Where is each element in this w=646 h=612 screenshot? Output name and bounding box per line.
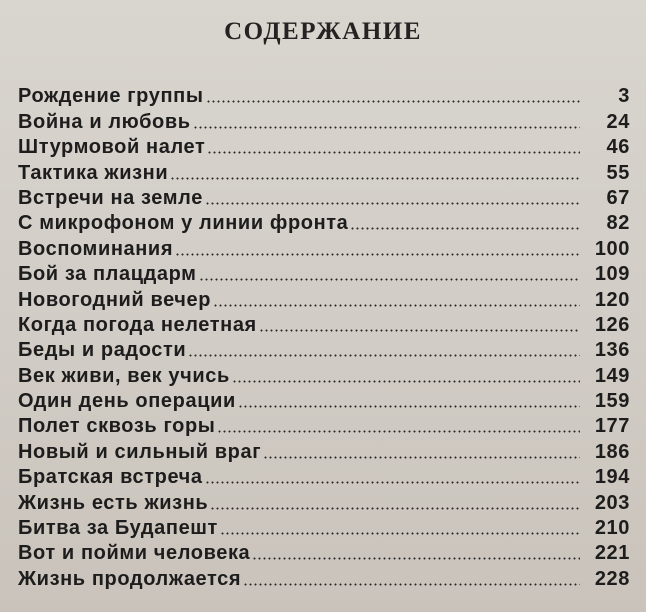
dot-leader — [205, 202, 580, 205]
page-title: СОДЕРЖАНИЕ — [224, 18, 422, 45]
toc-entry — [18, 82, 630, 107]
dot-leader — [207, 151, 580, 154]
toc-entry-page: 3 — [618, 85, 630, 108]
toc-entry-title: Жизнь продолжается — [18, 567, 242, 590]
toc-entry-title: Новогодний вечер — [18, 288, 212, 311]
dot-leader — [188, 354, 580, 357]
toc-entry-page: 221 — [594, 542, 630, 565]
toc-entry — [18, 133, 630, 158]
toc-entry-title: Один день операции — [18, 390, 236, 413]
dot-leader — [252, 557, 580, 560]
toc-entry-title: Бой за плацдарм — [18, 263, 197, 286]
toc-entry — [18, 336, 630, 361]
toc-entry-title: Вот и пойми человека — [18, 542, 251, 565]
dot-leader — [175, 253, 580, 256]
toc-entry-title: Штурмовой налет — [18, 136, 206, 159]
toc-entry — [18, 412, 630, 437]
dot-leader — [350, 227, 580, 230]
toc-entry-page: 100 — [594, 237, 630, 260]
toc-entry-title: Новый и сильный враг — [18, 440, 262, 463]
dot-leader — [170, 177, 580, 180]
toc-entry-page: 126 — [594, 313, 630, 336]
toc-entry — [18, 107, 630, 132]
dot-leader — [205, 481, 580, 484]
toc-entry-title: Полет сквозь горы — [18, 415, 216, 438]
toc-entry-title: С микрофоном у линии фронта — [18, 212, 349, 235]
toc-entry-page: 67 — [606, 186, 630, 209]
dot-leader — [210, 507, 580, 510]
toc-entry — [18, 158, 630, 183]
toc-entry — [18, 539, 630, 564]
toc-entry — [18, 437, 630, 462]
dot-leader — [243, 583, 580, 586]
dot-leader — [206, 100, 581, 103]
toc-entry — [18, 234, 630, 259]
table-of-contents — [18, 82, 630, 590]
toc-entry-page: 24 — [606, 110, 630, 133]
toc-entry-page: 228 — [594, 567, 630, 590]
toc-entry-title: Братская встреча — [18, 466, 203, 489]
toc-entry-page: 82 — [606, 212, 630, 235]
toc-entry — [18, 209, 630, 234]
toc-entry-title: Когда погода нелетная — [18, 313, 257, 336]
toc-entry — [18, 285, 630, 310]
toc-entry-title: Война и любовь — [18, 110, 191, 133]
toc-entry-title: Тактика жизни — [18, 161, 169, 184]
toc-entry-page: 177 — [594, 415, 630, 438]
toc-entry — [18, 260, 630, 285]
toc-entry-page: 159 — [594, 390, 630, 413]
toc-entry-title: Воспоминания — [18, 237, 174, 260]
toc-entry-page: 194 — [594, 466, 630, 489]
toc-entry-title: Встречи на земле — [18, 186, 203, 209]
toc-entry — [18, 184, 630, 209]
dot-leader — [238, 405, 580, 408]
toc-entry — [18, 463, 630, 488]
toc-entry-page: 120 — [594, 288, 630, 311]
toc-entry-page: 46 — [606, 136, 630, 159]
toc-entry-page: 109 — [594, 263, 630, 286]
dot-leader — [220, 532, 580, 535]
dot-leader — [193, 126, 580, 129]
toc-entry — [18, 488, 630, 513]
toc-entry-page: 136 — [594, 339, 630, 362]
toc-entry-title: Беды и радости — [18, 339, 187, 362]
toc-entry-page: 186 — [594, 440, 630, 463]
toc-entry-page: 55 — [606, 161, 630, 184]
dot-leader — [259, 329, 580, 332]
toc-entry-title: Рождение группы — [18, 85, 204, 108]
dot-leader — [217, 430, 580, 433]
toc-entry — [18, 387, 630, 412]
dot-leader — [199, 278, 580, 281]
toc-entry-title: Жизнь есть жизнь — [18, 491, 209, 514]
dot-leader — [263, 456, 580, 459]
dot-leader — [232, 380, 580, 383]
toc-entry — [18, 564, 630, 589]
toc-entry — [18, 514, 630, 539]
toc-entry-page: 203 — [594, 491, 630, 514]
toc-entry — [18, 361, 630, 386]
toc-entry-page: 210 — [594, 517, 630, 540]
toc-entry — [18, 311, 630, 336]
toc-entry-page: 149 — [594, 364, 630, 387]
dot-leader — [213, 304, 580, 307]
toc-entry-title: Век живи, век учись — [18, 364, 230, 387]
toc-entry-title: Битва за Будапешт — [18, 517, 218, 540]
